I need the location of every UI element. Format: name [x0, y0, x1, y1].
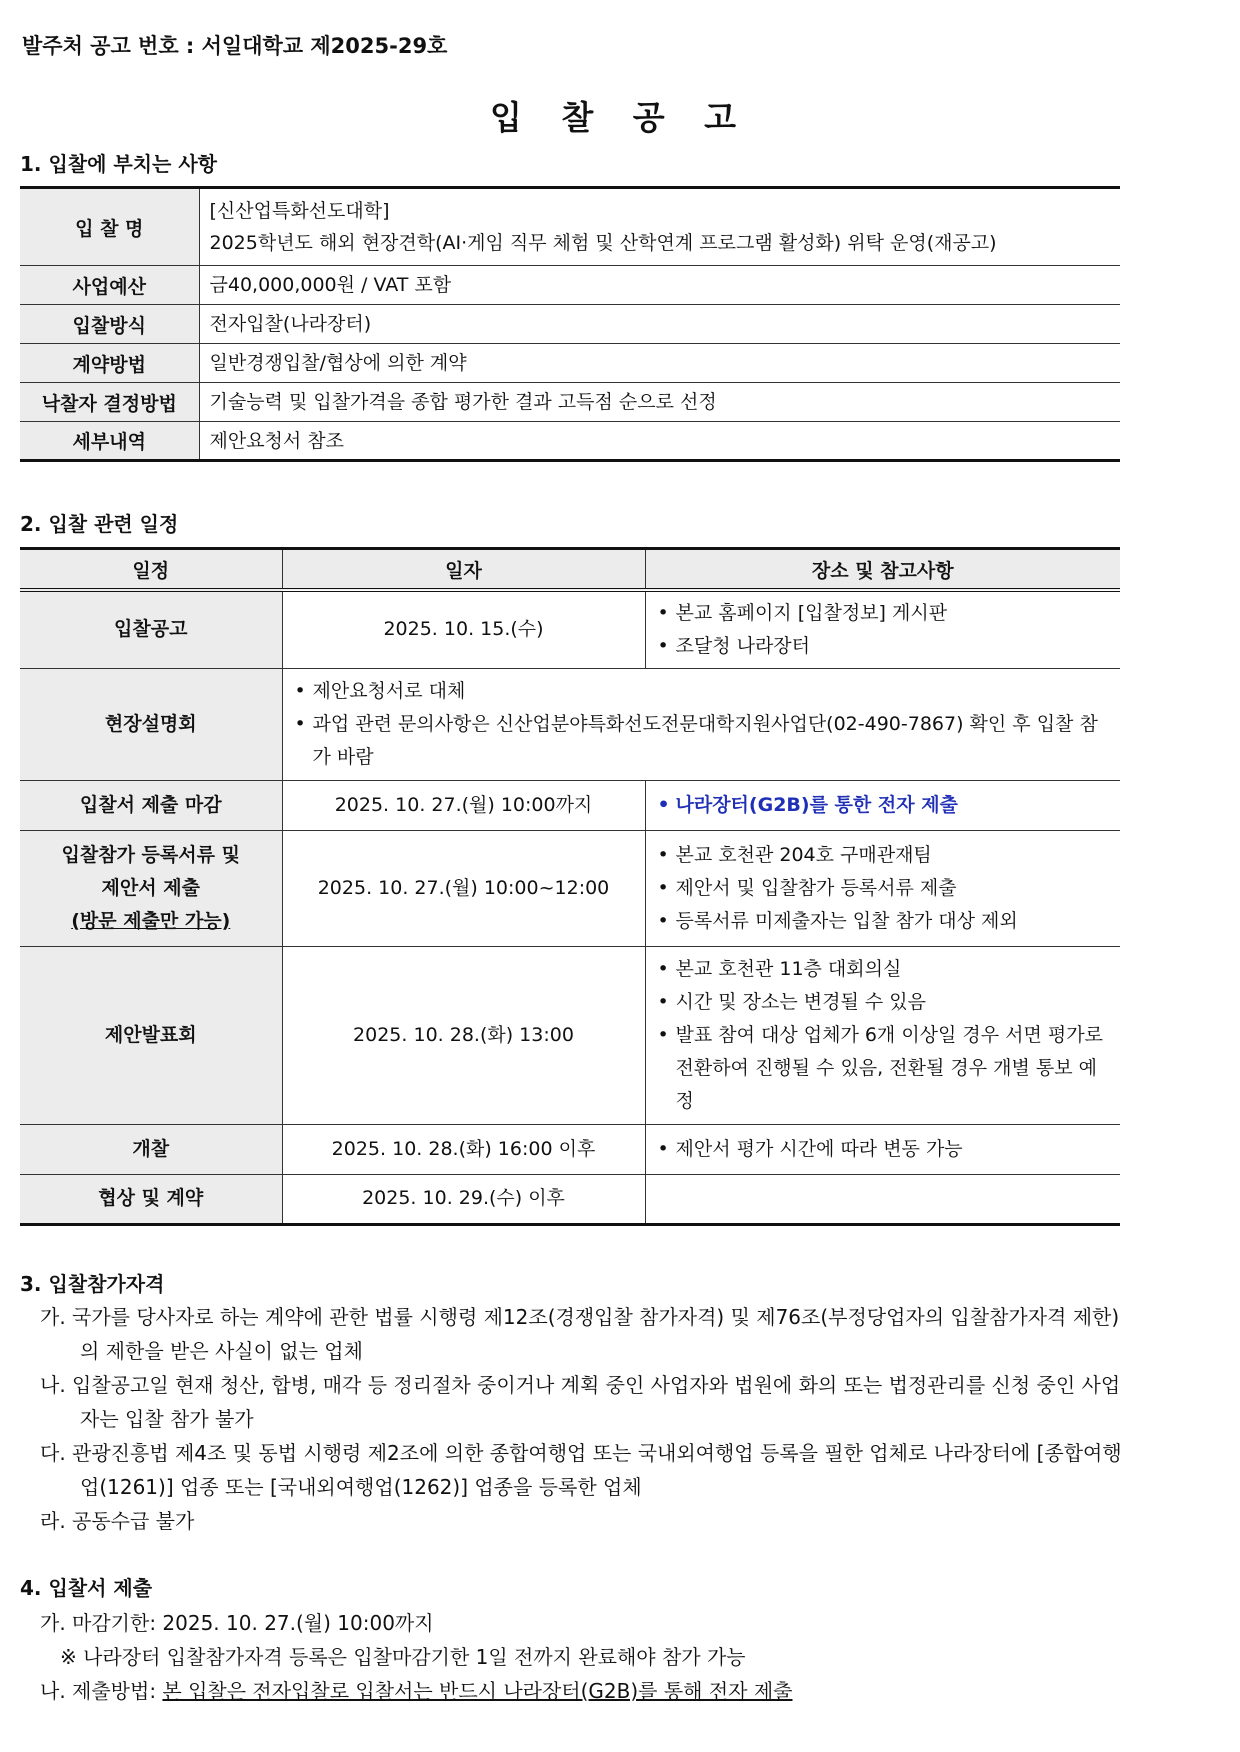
- schedule-date: 2025. 10. 28.(화) 16:00 이후: [282, 1124, 645, 1174]
- schedule-notes: [645, 780, 1120, 830]
- table-row: [20, 422, 1120, 461]
- schedule-date: 2025. 10. 28.(화) 13:00: [282, 946, 645, 1124]
- note-item: • 본교 홈페이지 [입찰정보] 게시판: [656, 597, 1111, 630]
- schedule-date: 2025. 10. 29.(수) 이후: [282, 1174, 645, 1224]
- table-row: [20, 383, 1120, 422]
- schedule-table: [20, 547, 1120, 1226]
- section2-heading: 2. 입찰 관련 일정: [20, 512, 179, 536]
- bid-method-value: 전자입찰(나라장터): [199, 305, 1120, 344]
- note-item: • 본교 호천관 204호 구매관재팀: [656, 839, 1111, 872]
- bid-name-label: 입 찰 명: [20, 188, 199, 266]
- schedule-label: 입찰참가 등록서류 및 제안서 제출 (방문 제출만 가능): [20, 830, 282, 946]
- bid-name-value: [신산업특화선도대학] 2025학년도 해외 현장견학(AI·게임 직무 체험 및 산학연계 프로그램 활성화) 위탁 운영(재공고): [199, 188, 1120, 266]
- schedule-label: 개찰: [20, 1124, 282, 1174]
- contract-method-value: 일반경쟁입찰/협상에 의한 계약: [199, 344, 1120, 383]
- details-value: 제안요청서 참조: [199, 422, 1120, 461]
- list-item: 가. 국가를 당사자로 하는 계약에 관한 법률 시행령 제12조(경쟁입찰 참가자격) 및 제76조(부정당업자의 입찰참가자격 제한)의 제한을 받은 사실이 없는 업체: [40, 1305, 1120, 1363]
- schedule-label: 제안발표회: [20, 946, 282, 1124]
- schedule-label: 입찰공고: [20, 590, 282, 668]
- table-row: [20, 780, 1120, 830]
- table-header-row: [20, 549, 1120, 591]
- submission-deadline: 가. 마감기한: 2025. 10. 27.(월) 10:00까지: [40, 1611, 434, 1635]
- bid-method-label: 입찰방식: [20, 305, 199, 344]
- schedule-notes: [282, 668, 1120, 780]
- note-item: • 나라장터(G2B)를 통한 전자 제출: [656, 789, 1111, 822]
- table-row: [20, 668, 1120, 780]
- contract-method-label: 계약방법: [20, 344, 199, 383]
- note-item: • 제안서 및 입찰참가 등록서류 제출: [656, 872, 1111, 905]
- section1-heading: 1. 입찰에 부치는 사항: [20, 152, 217, 176]
- schedule-label: 입찰서 제출 마감: [20, 780, 282, 830]
- note-item: • 본교 호천관 11층 대회의실: [656, 953, 1111, 986]
- table-row: [20, 266, 1120, 305]
- list-item: 다. 관광진흥법 제4조 및 동법 시행령 제2조에 의한 종합여행업 또는 국내외여행업 등록을 필한 업체로 나라장터에 [종합여행업(1261)] 업종 또는 [국내외여행업(1262)] 업종을 등록한 업체: [40, 1441, 1122, 1499]
- winner-method-value: 기술능력 및 입찰가격을 종합 평가한 결과 고득점 순으로 선정: [199, 383, 1120, 422]
- list-item: 나. 입찰공고일 현재 청산, 합병, 매각 등 정리절차 중이거나 계획 중인 사업자와 법원에 화의 또는 법정관리를 신청 중인 사업자는 입찰 참가 불가: [40, 1373, 1121, 1431]
- schedule-label: 협상 및 계약: [20, 1174, 282, 1224]
- schedule-notes: [645, 830, 1120, 946]
- submission-info: [40, 1606, 1130, 1708]
- table-row: [20, 946, 1120, 1124]
- section3-heading: 3. 입찰참가자격: [20, 1272, 165, 1296]
- table-row: [20, 188, 1120, 266]
- note-item: • 제안서 평가 시간에 따라 변동 가능: [656, 1133, 1111, 1166]
- note-item: • 발표 참여 대상 업체가 6개 이상일 경우 서면 평가로 전환하여 진행될 수 있음, 전환될 경우 개별 통보 예정: [656, 1019, 1111, 1118]
- schedule-label: 현장설명회: [20, 668, 282, 780]
- budget-value: 금40,000,000원 / VAT 포함: [199, 266, 1120, 305]
- schedule-notes: [645, 590, 1120, 668]
- note-item: • 등록서류 미제출자는 입찰 참가 대상 제외: [656, 905, 1111, 938]
- submission-note: ※ 나라장터 입찰참가자격 등록은 입찰마감기한 1일 전까지 완료해야 참가 가능: [60, 1645, 746, 1669]
- table-row: [20, 344, 1120, 383]
- column-header: 장소 및 참고사항: [645, 549, 1120, 591]
- note-item: • 제안요청서로 대체: [293, 675, 1111, 708]
- bid-overview-table: [20, 186, 1120, 462]
- note-item: • 시간 및 장소는 변경될 수 있음: [656, 986, 1111, 1019]
- schedule-notes: [645, 1174, 1120, 1224]
- winner-method-label: 낙찰자 결정방법: [20, 383, 199, 422]
- submission-method: 나. 제출방법: 본 입찰은 전자입찰로 입찰서는 반드시 나라장터(G2B)를 통해 전자 제출: [40, 1679, 793, 1703]
- schedule-date: 2025. 10. 15.(수): [282, 590, 645, 668]
- table-row: [20, 830, 1120, 946]
- table-row: [20, 1124, 1120, 1174]
- schedule-date: 2025. 10. 27.(월) 10:00~12:00: [282, 830, 645, 946]
- section4-heading: 4. 입찰서 제출: [20, 1576, 153, 1600]
- notice-number: 발주처 공고 번호 : 서일대학교 제2025-29호: [22, 34, 448, 58]
- table-row: [20, 1174, 1120, 1224]
- list-item: 라. 공동수급 불가: [40, 1509, 195, 1533]
- schedule-notes: [645, 946, 1120, 1124]
- column-header: 일자: [282, 549, 645, 591]
- note-item: • 조달청 나라장터: [656, 630, 1111, 663]
- budget-label: 사업예산: [20, 266, 199, 305]
- page-title: 입 찰 공 고: [490, 98, 750, 137]
- note-item: • 과업 관련 문의사항은 신산업분야특화선도전문대학지원사업단(02-490-7867) 확인 후 입찰 참가 바람: [293, 708, 1111, 774]
- column-header: 일정: [20, 549, 282, 591]
- schedule-date: 2025. 10. 27.(월) 10:00까지: [282, 780, 645, 830]
- schedule-notes: [645, 1124, 1120, 1174]
- eligibility-list: [40, 1300, 1130, 1538]
- table-row: [20, 305, 1120, 344]
- details-label: 세부내역: [20, 422, 199, 461]
- table-row: [20, 590, 1120, 668]
